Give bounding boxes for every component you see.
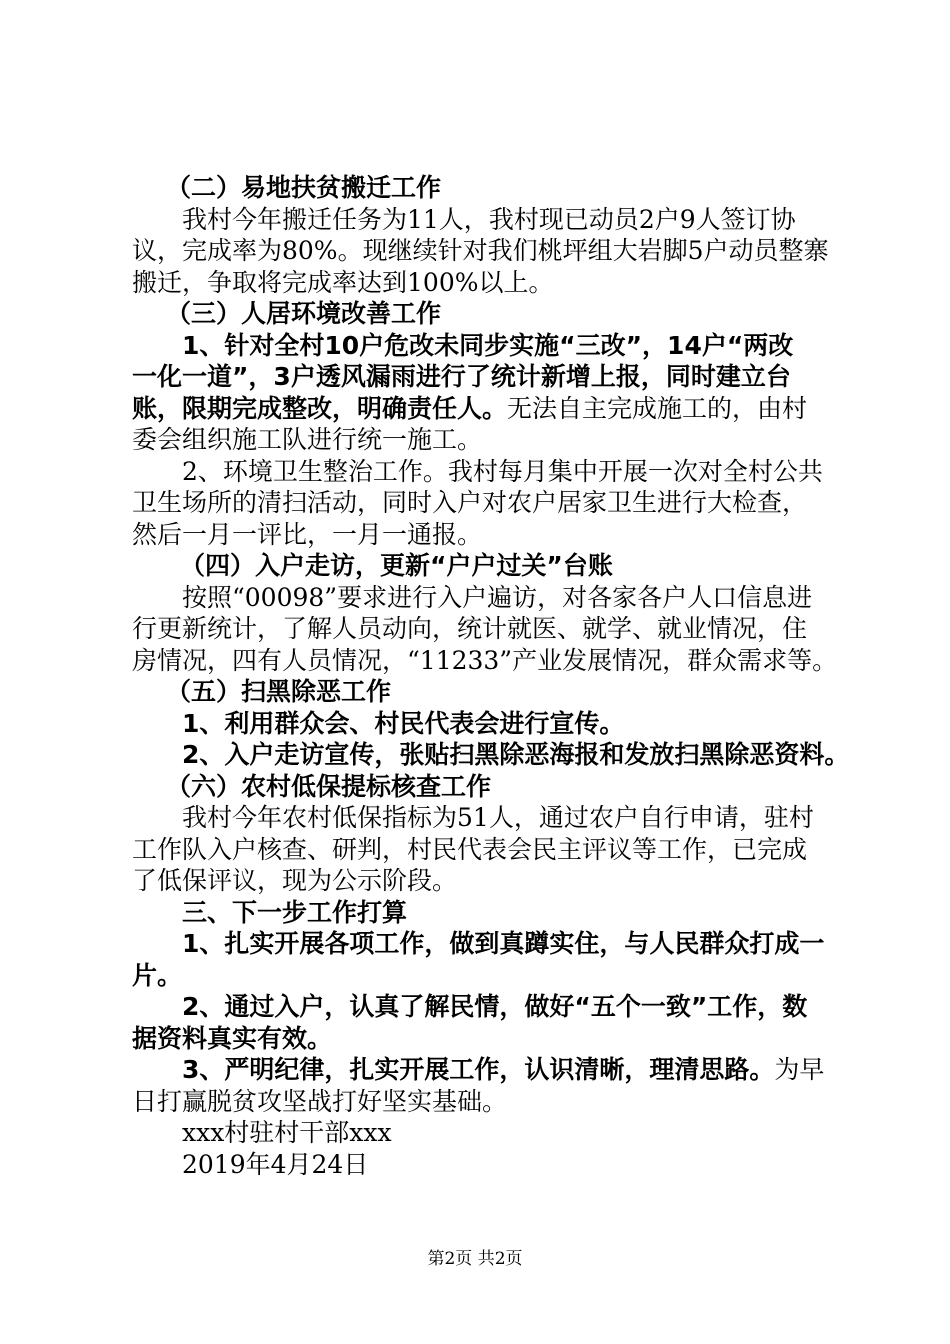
normal-span: 无法自主完成施工的，由村: [507, 393, 808, 423]
bold-span: 账，限期完成整改，明确责任人。: [132, 393, 508, 423]
bold-span: 3、严明纪律，扎实开展工作，认识清晰，理清思路。: [182, 1055, 775, 1084]
paragraph-line: 行更新统计，了解人员动向，统计就医、就学、就业情况，住: [132, 614, 808, 643]
section-heading-subsistence-allowance: （六）农村低保提标核查工作: [166, 771, 492, 801]
signature-signer: xxx村驻村干部xxx: [182, 1118, 392, 1147]
paragraph-line: 了低保评议，现为公示阶段。: [132, 866, 458, 895]
paragraph-line-mixed: [132, 393, 844, 425]
paragraph-line-bold: 1、扎实开展各项工作，做到真蹲实住，与人民群众打成一: [182, 929, 825, 958]
paragraph-line: 委会组织施工队进行统一施工。: [132, 425, 483, 454]
paragraph-line-bold: 片。: [132, 960, 183, 990]
paragraph-line: 搬迁，争取将完成率达到100%以上。: [132, 267, 554, 297]
section-heading-relocation: （二）易地扶贫搬迁工作: [166, 173, 442, 202]
paragraph-line: 按照“00098”要求进行入户遍访，对各家各户人口信息进: [182, 582, 813, 612]
section-heading-living-environment: （三）人居环境改善工作: [166, 299, 442, 328]
paragraph-line-bold: 2、通过入户，认真了解民情，做好“五个一致”工作，数: [182, 992, 808, 1021]
section-heading-next-steps: 三、下一步工作打算: [182, 897, 408, 927]
paragraph-line-bold: 1、针对全村10户危改未同步实施“三改”，14户“两改: [182, 330, 794, 360]
signature-date: 2019年4月24日: [182, 1149, 369, 1179]
paragraph-line: 议，完成率为80%。现继续针对我们桃坪组大岩脚5户动员整寨: [132, 236, 829, 265]
paragraph-line: 我村今年农村低保指标为51人，通过农户自行申请，驻村: [182, 803, 814, 832]
paragraph-line-mixed: [132, 1054, 844, 1086]
paragraph-line: 我村今年搬迁任务为11人，我村现已动员2户9人签订协: [182, 204, 796, 234]
paragraph-line: 工作队入户核查、研判，村民代表会民主评议等工作，已完成: [132, 834, 808, 864]
paragraph-line: 然后一月一评比，一月一通报。: [132, 519, 483, 549]
paragraph-line-bold: 1、利用群众会、村民代表会进行宣传。: [182, 708, 625, 738]
section-heading-household-visits: （四）入户走访，更新“户户过关”台账: [180, 551, 613, 580]
paragraph-line-bold: 一化一道”，3户透风漏雨进行了统计新增上报，同时建立台: [132, 362, 791, 391]
paragraph-line: 2、环境卫生整治工作。我村每月集中开展一次对全村公共: [182, 456, 823, 486]
paragraph-line: 日打赢脱贫攻坚战打好坚实基础。: [132, 1086, 508, 1116]
paragraph-line-bold: 2、入户走访宣传，张贴扫黑除恶海报和发放扫黑除恶资料。: [182, 740, 850, 769]
section-heading-anti-crime: （五）扫黑除恶工作: [166, 677, 392, 706]
document-body: [132, 172, 850, 1180]
page-footer: 第2页 共2页: [427, 1249, 523, 1269]
paragraph-line: 卫生场所的清扫活动，同时入户对农户居家卫生进行大检查，: [132, 488, 808, 517]
normal-span: 为早: [774, 1055, 825, 1084]
paragraph-line: 房情况，四有人员情况，“11233”产业发展情况，群众需求等。: [132, 645, 838, 675]
paragraph-line-bold: 据资料真实有效。: [132, 1023, 333, 1053]
